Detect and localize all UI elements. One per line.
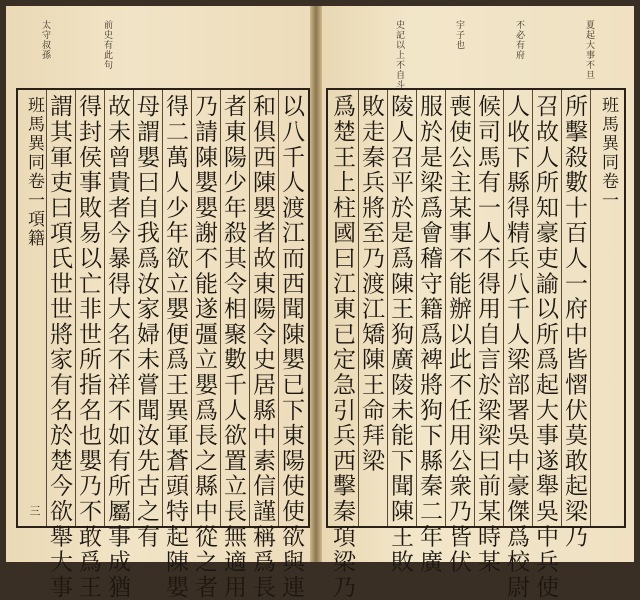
text-column: 候司馬有一人不得用自言於梁梁曰前某時某 bbox=[474, 94, 500, 575]
book-gutter bbox=[310, 6, 322, 562]
volume-label: 卷一 bbox=[24, 172, 44, 210]
text-column: 人收下縣得精兵八千人梁部署吳中豪傑爲校尉 bbox=[503, 94, 529, 600]
banxin-right bbox=[596, 90, 621, 210]
margin-note: 不必有府 bbox=[514, 20, 524, 60]
book-title: 班馬異同 bbox=[598, 96, 618, 172]
text-column: 召故人所知豪吏諭以所爲起大事遂舉吳中兵使 bbox=[532, 94, 558, 600]
page-number: 三 bbox=[28, 505, 41, 516]
text-column: 得二萬人少年欲立嬰便爲王異軍蒼頭特起陳嬰 bbox=[162, 94, 188, 600]
text-column: 母謂嬰曰自我爲汝家婦未嘗聞汝先古之有 bbox=[133, 94, 159, 550]
left-text-frame bbox=[16, 88, 310, 600]
margin-note: 夏起大事不旦 bbox=[584, 20, 594, 80]
text-column: 者東陽少年殺其令相聚數千人欲置立長無適用 bbox=[220, 94, 246, 600]
text-column: 陵人召平於是爲陳王狗廣陵未能下聞陳王敗 bbox=[387, 94, 413, 575]
text-column: 所擊殺數十百人一府中皆慴伏莫敢起梁乃 bbox=[561, 94, 587, 550]
text-column: 喪使公主某事不能辦以此不任用公衆乃皆伏 bbox=[445, 94, 471, 575]
text-column: 乃請陳嬰嬰謝不能遂彊立嬰爲長之縣中從之者 bbox=[191, 94, 217, 600]
margin-note: 史記以上不自斗 bbox=[394, 20, 404, 90]
book-title: 班馬異同 bbox=[24, 96, 44, 172]
book-spread bbox=[6, 6, 634, 600]
text-column: 故未曾貴者今暴得大名不祥不如有所屬事成猶 bbox=[104, 94, 130, 600]
text-column: 得封侯事敗易以亡非世所指名也嬰乃不敢爲王 bbox=[75, 94, 101, 600]
text-column: 爲楚王上柱國曰江東已定急引兵西擊秦項梁乃 bbox=[329, 94, 355, 600]
margin-note: 前史有此句 bbox=[102, 20, 112, 70]
text-column: 以八千人渡江而西聞陳嬰已下東陽使使欲與連 bbox=[278, 94, 304, 600]
text-column: 服於是梁爲會稽守籍爲裨將狗下縣秦二年廣 bbox=[416, 94, 442, 575]
volume-label: 卷一 bbox=[598, 172, 618, 210]
right-text-frame bbox=[326, 88, 626, 600]
text-column: 謂其軍吏曰項氏世世將家有名於楚今欲舉大事 bbox=[46, 94, 72, 600]
text-column: 和俱西陳嬰者故東陽令史居縣中素信謹稱爲長 bbox=[249, 94, 275, 600]
text-column: 敗走秦兵將至乃渡江矯陳王命拜梁 bbox=[358, 94, 384, 474]
banxin-left bbox=[22, 90, 47, 248]
margin-note: 太守叔孫 bbox=[40, 20, 50, 60]
section-label: 項籍 bbox=[24, 210, 44, 248]
margin-note: 宇子也 bbox=[454, 20, 464, 50]
